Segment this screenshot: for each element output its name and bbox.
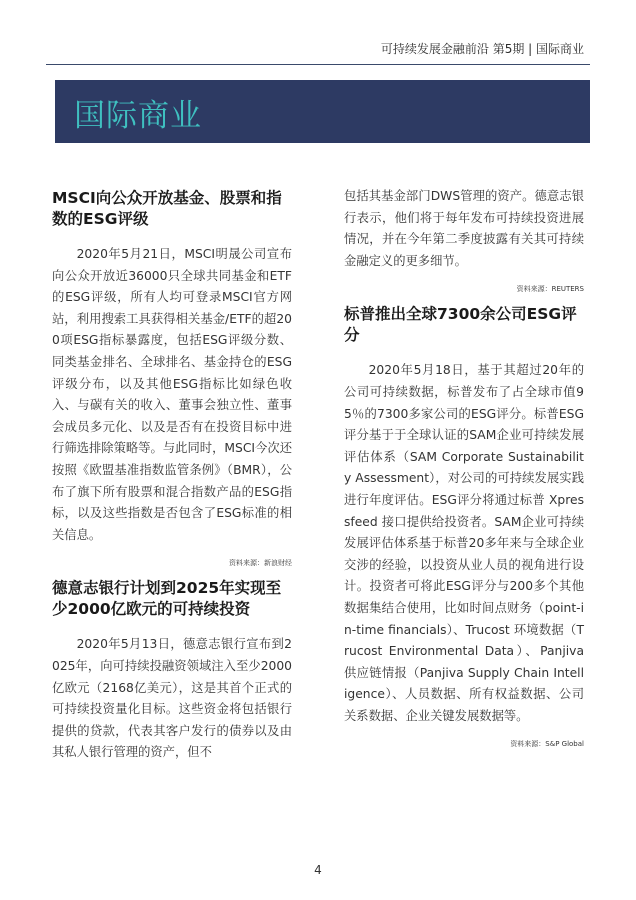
article-title: 标普推出全球7300余公司ESG评分 [344,305,577,345]
article-title: MSCI向公众开放基金、股票和指数的ESG评级 [52,189,282,228]
article-deutsche-bank [52,578,292,764]
article-body: 2020年5月18日，基于其超过20年的公司可持续数据，标普发布了占全球市值95％的7300多家公司的ESG评分。标普ESG评分基于于全球认证的SAM企业可持续发展评估体系（SAM Corporate Sustainability Assessment），对公司的可持续发展实践进行年度评估。ESG评分将通过标普 Xpressfeed 接口提供给投资者。SAM企业可持续发展评估体系基于标普20多年来与全球企业交涉的经验，以投资从业人员的视角进行设计。投资者可将此ESG评分与200多个其他数据集结合使用，比如时间点财务（point-in-time financials）、Trucost 环境数据（Trucost Environmental Data）、Panjiva 供应链情报（Panjiva Supply Chain Intelligence）、人员数据、所有权益数据、公司关系数据、企业关键发展数据等。 [344,363,584,723]
section-banner [46,80,590,143]
article-sp-global [344,304,584,749]
article-source: 资料来源：新浪财经 [229,559,292,568]
header-divider [46,64,590,65]
left-column [52,188,292,764]
article-body: 2020年5月13日，德意志银行宣布到2025年，向可持续投融资领域注入至少2000亿欧元（2168亿美元），这是其首个正式的可持续投资量化目标。这些资金将包括银行提供的贷款，代表其客户发行的债券以及由其私人银行管理的资产，但不 [52,637,292,760]
right-column [344,186,584,759]
article-body-continued: 包括其基金部门DWS管理的资产。德意志银行表示，他们将于每年发布可持续投资进展情况，并在今年第二季度披露有关其可持续金融定义的更多细节。 [344,189,584,268]
article-deutsche-bank-continued [344,186,584,294]
article-source: 资料来源：REUTERS [516,285,584,294]
page-number: 4 [314,863,322,877]
article-title: 德意志银行计划到2025年实现至少2000亿欧元的可持续投资 [52,579,282,619]
article-source: 资料来源：S&P Global [510,740,584,749]
running-header: 可持续发展金融前沿 第5期 | 国际商业 [380,42,584,56]
article-body: 2020年5月21日，MSCI明晟公司宣布向公众开放近36000只全球共同基金和ETF的ESG评级，所有人均可登录MSCI官方网站，利用搜索工具获得相关基金/ETF的超200项ESG指标暴露度，包括ESG评级分数、同类基金排名、全球排名、基金持仓的ESG评级分布，以及其他ESG指标比如绿色收入、与碳有关的收入、董事会独立性、董事会成员多元化、以及是否有在投资目标中进行筛选排除策略等。与此同时，MSCI今次还按照《欧盟基准指数监管条例》（BMR），公布了旗下所有股票和混合指数产品的ESG指标，以及这些指数是否包含了ESG标准的相关信息。 [52,247,292,542]
article-msci [52,188,292,568]
banner-accent-bar [46,80,55,143]
section-title: 国际商业 [74,98,202,134]
